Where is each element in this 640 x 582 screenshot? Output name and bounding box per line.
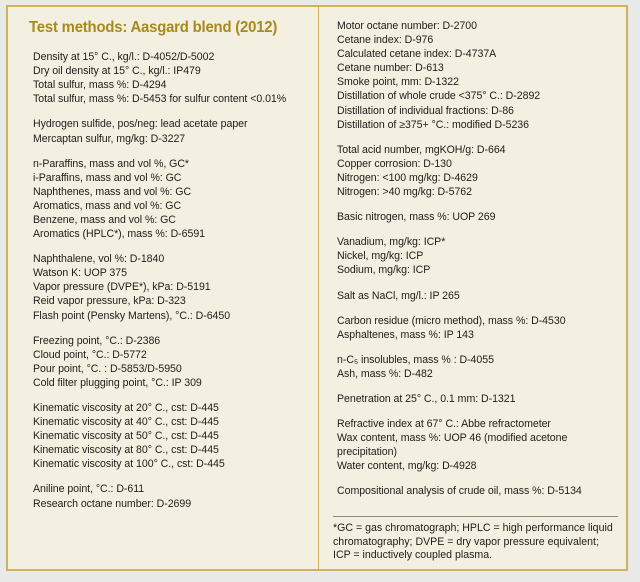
method-group bbox=[337, 392, 618, 406]
footnote-box bbox=[333, 516, 618, 563]
method-line: Nitrogen: <100 mg/kg: D-4629 bbox=[337, 171, 478, 184]
method-line: Benzene, mass and vol %: GC bbox=[33, 213, 176, 226]
method-line: Cetane index: D-976 bbox=[337, 34, 434, 47]
method-line: Penetration at 25° C., 0.1 mm: D-1321 bbox=[337, 392, 516, 405]
method-line: Density at 15° C., kg/l.: D-4052/D-5002 bbox=[33, 51, 215, 64]
right-column-groups bbox=[333, 19, 618, 516]
method-line: Basic nitrogen, mass %: UOP 269 bbox=[337, 211, 496, 224]
method-group bbox=[337, 210, 618, 224]
method-group bbox=[33, 252, 308, 322]
method-line: i-Paraffins, mass and vol %: GC bbox=[33, 171, 182, 184]
method-line: Aniline point, °C.: D-611 bbox=[33, 483, 145, 496]
method-group bbox=[337, 353, 618, 381]
method-line: Cold filter plugging point, °C.: IP 309 bbox=[33, 376, 202, 389]
method-line: Vanadium, mg/kg: ICP* bbox=[337, 236, 446, 249]
left-column-groups bbox=[29, 50, 308, 511]
method-group bbox=[33, 482, 308, 510]
method-group bbox=[33, 157, 308, 242]
method-line: Cloud point, °C.: D-5772 bbox=[33, 348, 147, 361]
method-line: Dry oil density at 15° C., kg/l.: IP479 bbox=[33, 65, 201, 78]
method-line: Reid vapor pressure, kPa: D-323 bbox=[33, 295, 186, 308]
method-group bbox=[337, 484, 618, 498]
method-line: Sodium, mg/kg: ICP bbox=[337, 264, 431, 277]
method-line: Motor octane number: D-2700 bbox=[337, 20, 477, 32]
method-line: Water content, mg/kg: D-4928 bbox=[337, 460, 477, 473]
left-column bbox=[8, 7, 319, 569]
footnote-text: *GC = gas chromatograph; HPLC = high performance liquid chromatography; DVPE = dry vapor pressure equivalent; ICP = inductively coupled plasma. bbox=[333, 522, 613, 562]
method-line: Kinematic viscosity at 40° C., cst: D-445 bbox=[33, 416, 219, 429]
method-line: Ash, mass %: D-482 bbox=[337, 367, 433, 380]
method-line: Research octane number: D-2699 bbox=[33, 497, 192, 510]
method-line: Cetane number: D-613 bbox=[337, 62, 444, 75]
method-line: Kinematic viscosity at 50° C., cst: D-445 bbox=[33, 430, 219, 443]
method-group bbox=[337, 235, 618, 277]
method-line: Nitrogen: >40 mg/kg: D-5762 bbox=[337, 186, 472, 199]
method-line: Mercaptan sulfur, mg/kg: D-3227 bbox=[33, 132, 186, 145]
method-group bbox=[337, 289, 618, 303]
method-group bbox=[337, 314, 618, 342]
method-line: n-Paraffins, mass and vol %, GC* bbox=[33, 157, 189, 170]
method-line: Total sulfur, mass %: D-4294 bbox=[33, 79, 167, 92]
method-line: Naphthalene, vol %: D-1840 bbox=[33, 253, 165, 266]
method-group bbox=[33, 117, 308, 145]
method-group bbox=[337, 417, 618, 473]
method-line: Calculated cetane index: D-4737A bbox=[337, 48, 497, 61]
method-line: Kinematic viscosity at 100° C., cst: D-445 bbox=[33, 458, 225, 471]
method-line: Watson K: UOP 375 bbox=[33, 267, 127, 280]
method-line: Kinematic viscosity at 20° C., cst: D-445 bbox=[33, 402, 219, 415]
method-line: Asphaltenes, mass %: IP 143 bbox=[337, 328, 474, 341]
method-line: Distillation of ≥375+ °C.: modified D-5236 bbox=[337, 118, 529, 131]
method-line: Naphthenes, mass and vol %: GC bbox=[33, 185, 192, 198]
method-line: Distillation of whole crude <375° C.: D-2892 bbox=[337, 90, 541, 103]
method-line: Total sulfur, mass %: D-5453 for sulfur content <0.01% bbox=[33, 93, 287, 106]
method-line: Freezing point, °C.: D-2386 bbox=[33, 334, 161, 347]
right-column bbox=[319, 7, 626, 569]
method-line: Nickel, mg/kg: ICP bbox=[337, 250, 424, 263]
method-line: Copper corrosion: D-130 bbox=[337, 157, 452, 170]
method-group bbox=[33, 334, 308, 390]
method-line: Salt as NaCl, mg/l.: IP 265 bbox=[337, 289, 460, 302]
method-line: Aromatics (HPLC*), mass %: D-6591 bbox=[33, 228, 206, 241]
method-group bbox=[337, 19, 618, 132]
method-group bbox=[33, 401, 308, 471]
method-line: Kinematic viscosity at 80° C., cst: D-445 bbox=[33, 444, 219, 457]
method-line: Aromatics, mass and vol %: GC bbox=[33, 199, 182, 212]
method-line: Total acid number, mgKOH/g: D-664 bbox=[337, 143, 506, 156]
method-line: Vapor pressure (DVPE*), kPa: D-5191 bbox=[33, 281, 211, 294]
method-line: Compositional analysis of crude oil, mass %: D-5134 bbox=[337, 485, 582, 498]
test-methods-panel bbox=[6, 5, 628, 571]
page-title: Test methods: Aasgard blend (2012) bbox=[29, 19, 278, 36]
method-line: Refractive index at 67° C.: Abbe refractometer bbox=[337, 418, 551, 431]
method-group bbox=[33, 50, 308, 106]
method-line: n-C₅ insolubles, mass % : D-4055 bbox=[337, 353, 494, 366]
method-group bbox=[337, 143, 618, 199]
method-line: Flash point (Pensky Martens), °C.: D-6450 bbox=[33, 309, 231, 322]
method-line: Pour point, °C. : D-5853/D-5950 bbox=[33, 362, 182, 375]
method-line: Carbon residue (micro method), mass %: D-4530 bbox=[337, 314, 566, 327]
method-line: Smoke point, mm: D-1322 bbox=[337, 76, 459, 89]
method-line: Wax content, mass %: UOP 46 (modified acetone precipitation) bbox=[337, 432, 568, 459]
method-line: Distillation of individual fractions: D-86 bbox=[337, 104, 514, 117]
method-line: Hydrogen sulfide, pos/neg: lead acetate paper bbox=[33, 118, 248, 131]
